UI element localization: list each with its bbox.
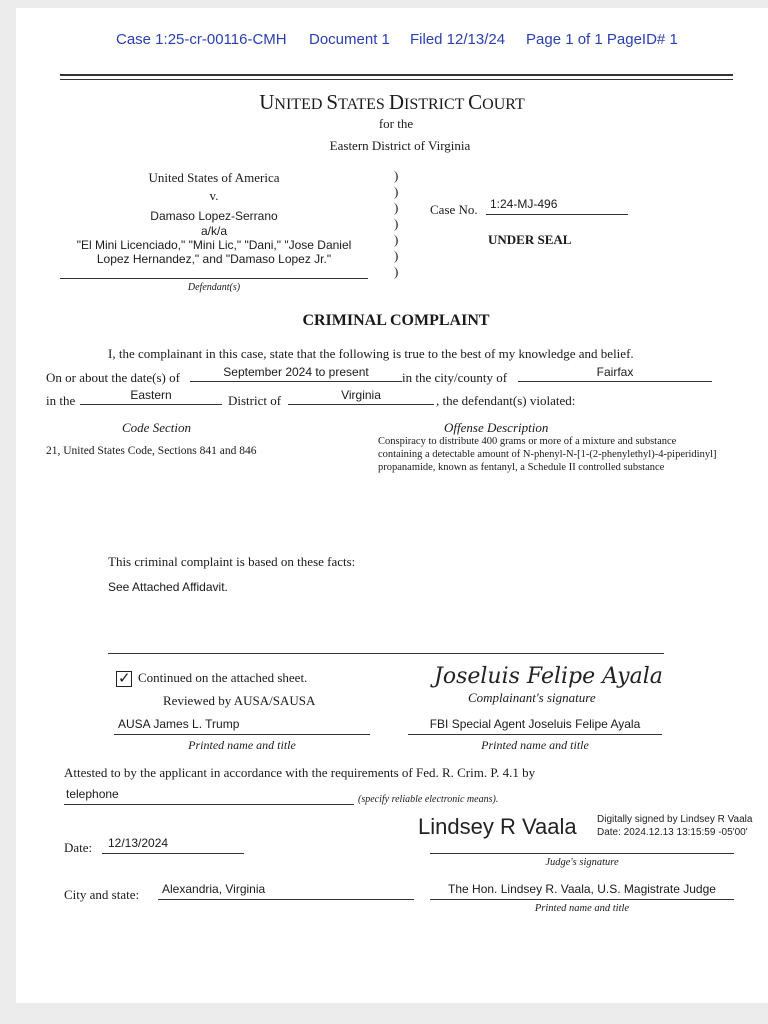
city-state-label: City and state: <box>64 887 140 902</box>
violated-label: , the defendant(s) violated: <box>436 393 576 408</box>
ausa-name-caption: Printed name and title <box>188 738 296 752</box>
offense-city-underline <box>518 381 712 382</box>
attestation-text: Attested to by the applicant in accordance with the requirements of Fed. R. Crim. P. 4.1 by <box>64 765 536 780</box>
complainant-name-caption: Printed name and title <box>481 738 589 752</box>
versus-label: v. <box>209 188 219 203</box>
ausa-name-underline <box>114 734 370 735</box>
plaintiff-name: United States of America <box>148 170 280 185</box>
case-number-stamp: Case 1:25-cr-00116-CMH <box>116 31 287 48</box>
attestation-means-caption: (specify reliable electronic means). <box>358 794 499 805</box>
date-label: Date: <box>64 840 93 855</box>
reviewed-by-label: Reviewed by AUSA/SAUSA <box>163 693 316 708</box>
case-no-label: Case No. <box>430 202 478 217</box>
judge-signature-underline <box>430 853 734 854</box>
in-the-label: in the <box>46 393 76 408</box>
page-id-stamp: Page 1 of 1 PageID# 1 <box>526 31 678 48</box>
document-page <box>16 8 768 1003</box>
facts-label: This criminal complaint is based on these facts: <box>108 554 356 569</box>
defendant-underline <box>60 278 368 279</box>
facts-underline <box>108 653 664 654</box>
offense-description-line-2: containing a detectable amount of N-phenyl-N-[1-(2-phenylethyl)-4-piperidinyl] <box>378 449 717 460</box>
defendant-alias-2: Lopez Hernandez," and "Damaso Lopez Jr." <box>96 252 332 266</box>
code-section-heading: Code Section <box>122 420 191 435</box>
court-title: UNITED STATES DISTRICT COURT <box>259 90 525 114</box>
continued-checkbox[interactable] <box>116 671 132 687</box>
offense-dates: September 2024 to present <box>223 365 369 379</box>
district-of-label: District of <box>228 393 282 408</box>
date-of-label: On or about the date(s) of <box>46 370 180 385</box>
complainant-signature: Joseluis Felipe Ayala <box>434 664 663 689</box>
judge-name-underline <box>430 899 734 900</box>
defendant-alias-1: "El Mini Licenciado," "Mini Lic," "Dani," "Jose Daniel <box>76 238 352 252</box>
complainant-signature-caption: Complainant's signature <box>468 690 596 705</box>
attestation-means-underline <box>64 804 354 805</box>
offense-state-underline <box>288 404 434 405</box>
offense-dates-underline <box>190 381 402 382</box>
ausa-name: AUSA James L. Trump <box>118 717 240 731</box>
offense-district: Eastern <box>130 388 172 402</box>
complaint-title: CRIMINAL COMPLAINT <box>302 312 490 329</box>
document-number-stamp: Document 1 <box>309 31 390 48</box>
offense-district-underline <box>80 404 222 405</box>
date-underline <box>102 853 244 854</box>
complainant-name-underline <box>408 734 662 735</box>
code-section-value: 21, United States Code, Sections 841 and 846 <box>46 445 257 457</box>
judge-signature-caption: Judge's signature <box>545 857 619 868</box>
complaint-intro: I, the complainant in this case, state that the following is true to the best of my knowledge and belief. <box>108 346 634 361</box>
aka-label: a/k/a <box>200 224 227 238</box>
continued-label: Continued on the attached sheet. <box>138 670 308 685</box>
check-mark-icon: ✓ <box>118 669 131 687</box>
offense-description-line-1: Conspiracy to distribute 400 grams or more of a mixture and substance <box>378 436 677 447</box>
city-state-value: Alexandria, Virginia <box>162 882 266 896</box>
city-county-label: in the city/county of <box>402 370 508 385</box>
under-seal-label: UNDER SEAL <box>488 232 572 247</box>
case-no-value: 1:24-MJ-496 <box>490 197 558 211</box>
digital-signature-line-1: Digitally signed by Lindsey R Vaala <box>597 814 753 825</box>
attestation-means: telephone <box>66 787 119 801</box>
caption-parentheses: ) ) ) ) ) ) ) <box>394 168 399 279</box>
city-state-underline <box>158 899 414 900</box>
complainant-name: FBI Special Agent Joseluis Felipe Ayala <box>429 717 641 731</box>
facts-value: See Attached Affidavit. <box>108 580 228 594</box>
defendant-caption: Defendant(s) <box>187 282 241 293</box>
offense-city: Fairfax <box>596 365 634 379</box>
top-rule-thin <box>60 79 733 80</box>
case-no-underline <box>486 214 628 215</box>
offense-description-heading: Offense Description <box>444 420 549 435</box>
court-district: Eastern District of Virginia <box>329 138 471 153</box>
judge-name: The Hon. Lindsey R. Vaala, U.S. Magistrate Judge <box>448 882 716 896</box>
top-rule <box>60 74 733 76</box>
date-value: 12/13/2024 <box>108 836 169 850</box>
defendant-name: Damaso Lopez-Serrano <box>150 209 278 223</box>
offense-description-line-3: propanamide, known as fentanyl, a Schedule II controlled substance <box>378 462 665 473</box>
judge-signature: Lindsey R Vaala <box>418 814 577 839</box>
judge-name-caption: Printed name and title <box>534 903 630 914</box>
offense-state: Virginia <box>341 388 381 402</box>
filed-date-stamp: Filed 12/13/24 <box>410 31 506 48</box>
digital-signature-line-2: Date: 2024.12.13 13:15:59 -05'00' <box>597 827 748 838</box>
for-the-label: for the <box>378 116 414 131</box>
